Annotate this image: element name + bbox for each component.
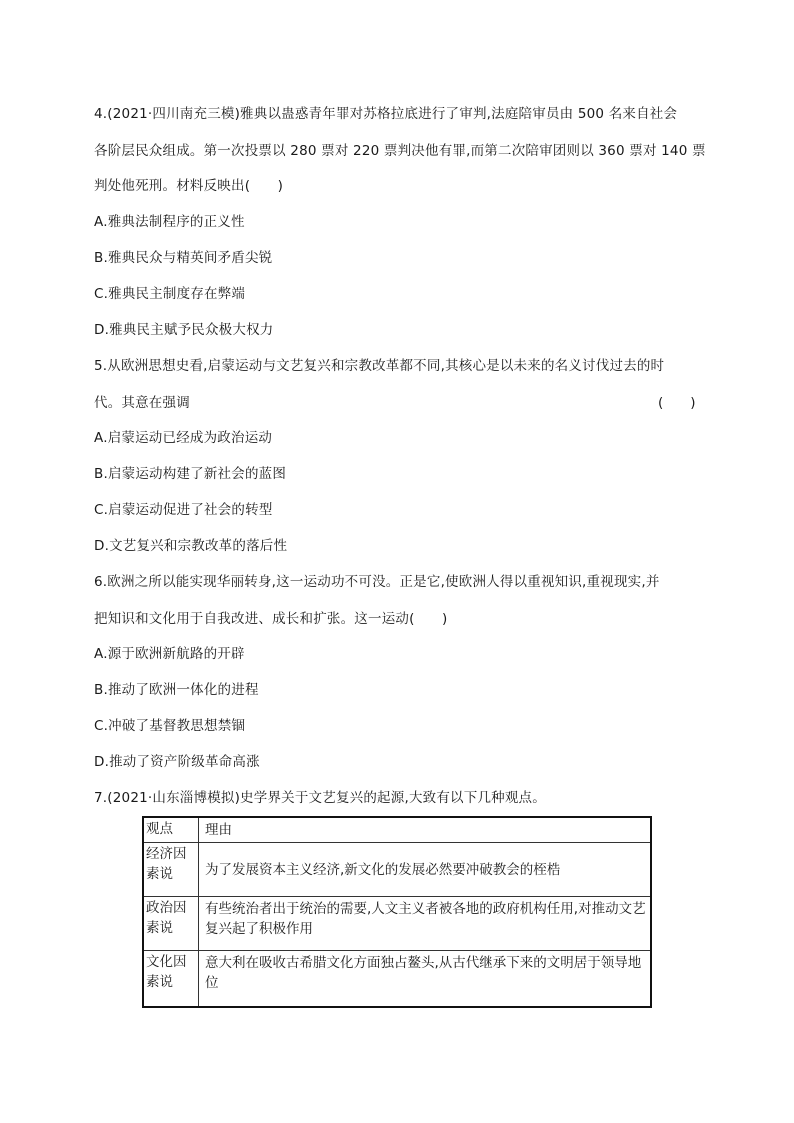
q4-option-a: A.雅典法制程序的正义性: [94, 214, 245, 230]
q4-option-b: B.雅典民众与精英间矛盾尖锐: [94, 250, 273, 266]
q6-option-a: A.源于欧洲新航路的开辟: [94, 646, 245, 662]
q4-stem-line-1: 4.(2021·四川南充三模)雅典以蛊惑青年罪对苏格拉底进行了审判,法庭陪审员由 500 名来自社会: [94, 106, 678, 122]
q5-stem-line-1: 5.从欧洲思想史看,启蒙运动与文艺复兴和宗教改革都不同,其核心是以未来的名义讨伐过去的时: [94, 358, 665, 374]
q7-viewpoint-table: [142, 816, 652, 1008]
q6-option-c: C.冲破了基督教思想禁锢: [94, 718, 246, 734]
table-row: [143, 843, 651, 897]
q5-option-a: A.启蒙运动已经成为政治运动: [94, 430, 273, 446]
q5-stem-line-2: 代。其意在强调: [94, 395, 190, 411]
table-cell-view: 经济因素说: [143, 843, 199, 897]
q6-stem-line-2: 把知识和文化用于自我改进、成长和扩张。这一运动( ): [94, 611, 448, 627]
table-row: [143, 951, 651, 1007]
table-cell-view: 政治因素说: [143, 897, 199, 951]
table-cell-view: 文化因素说: [143, 951, 199, 1007]
q6-option-d: D.推动了资产阶级革命高涨: [94, 754, 260, 770]
table-row: [143, 897, 651, 951]
table-cell-reason: 有些统治者出于统治的需要,人文主义者被各地的政府机构任用,对推动文艺复兴起了积极作用: [199, 897, 652, 951]
q7-stem-line-1: 7.(2021·山东淄博模拟)史学界关于文艺复兴的起源,大致有以下几种观点。: [94, 790, 546, 806]
q4-option-d: D.雅典民主赋予民众极大权力: [94, 322, 274, 338]
table-cell-reason: 为了发展资本主义经济,新文化的发展必然要冲破教会的桎梏: [199, 843, 652, 897]
q4-stem-line-2: 各阶层民众组成。第一次投票以 280 票对 220 票判决他有罪,而第二次陪审团则以 360 票对 140 票: [94, 143, 706, 159]
q5-option-c: C.启蒙运动促进了社会的转型: [94, 502, 273, 518]
table-header-view: 观点: [143, 817, 199, 843]
q4-option-c: C.雅典民主制度存在弊端: [94, 286, 246, 302]
table-header-reason: 理由: [199, 817, 652, 843]
table-header-row: [143, 817, 651, 843]
q6-option-b: B.推动了欧洲一体化的进程: [94, 682, 259, 698]
q5-answer-paren: ( ): [658, 395, 696, 411]
q5-option-d: D.文艺复兴和宗教改革的落后性: [94, 538, 288, 554]
q6-stem-line-1: 6.欧洲之所以能实现华丽转身,这一运动功不可没。正是它,使欧洲人得以重视知识,重视现实,并: [94, 574, 660, 590]
q4-stem-line-3: 判处他死刑。材料反映出( ): [94, 178, 284, 194]
q5-option-b: B.启蒙运动构建了新社会的蓝图: [94, 466, 287, 482]
table-cell-reason: 意大利在吸收古希腊文化方面独占鳌头,从古代继承下来的文明居于领导地位: [199, 951, 652, 1007]
